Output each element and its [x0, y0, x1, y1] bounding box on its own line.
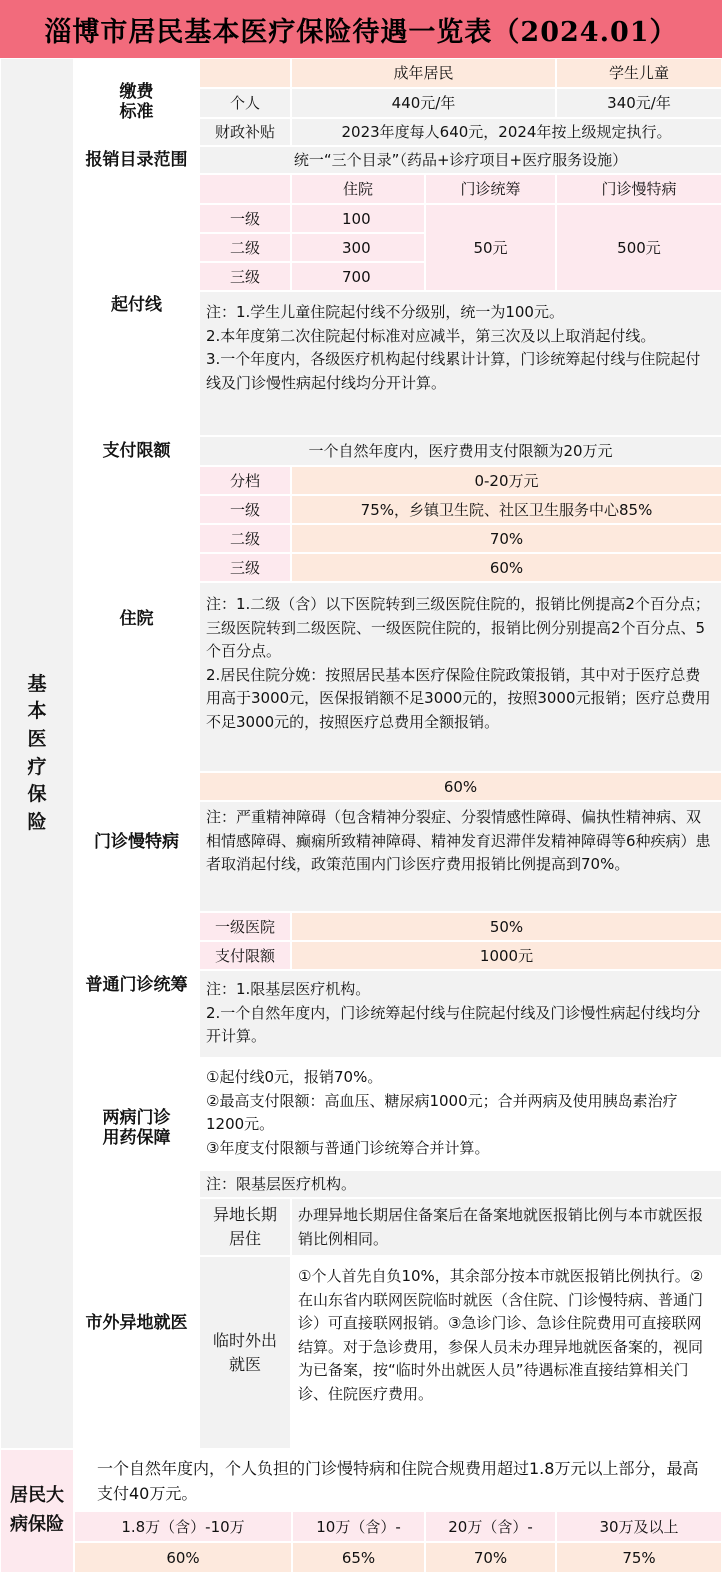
- offsite-label: 市外异地就医: [74, 1198, 199, 1449]
- payment-personal-label: 个人: [199, 88, 291, 118]
- offsite-temp-label: 临时外出 就医: [199, 1256, 291, 1449]
- offsite-long-text: 办理异地长期居住备案后在备案地就医报销比例与本市就医报销比例相同。: [291, 1198, 722, 1256]
- deductible-level: 三级: [199, 262, 291, 291]
- payment-subsidy-text: 2023年度每人640元，2024年按上级规定执行。: [291, 118, 722, 146]
- serious-bracket-range: 10万（含）-: [292, 1511, 425, 1542]
- inpatient-label: 住院: [74, 466, 199, 772]
- limit-text: 一个自然年度内，医疗费用支付限额为20万元: [199, 436, 722, 466]
- deductible-header-outpatient-pool: 门诊统筹: [425, 174, 556, 204]
- two-diseases-text: ①起付线0元，报销70%。 ②最高支付限额：高血压、糖尿病1000元；合并两病及使用胰岛素治疗1200元。 ③年度支付限额与普通门诊统筹合并计算。: [199, 1058, 722, 1170]
- general-outpatient-label: 普通门诊统筹: [74, 912, 199, 1058]
- inpatient-note: 注：1.二级（含）以下医院转到三级医院住院的，报销比例提高2个百分点；三级医院转到二级医院、一级医院住院的，报销比例分别提高2个百分点、5个百分点。 2.居民住院分娩：按照居民基本医疗保险住院政策报销，其中对于医疗总费用高于3000元，医保报销额不足3000元的，按照3000元报销；医疗总费用不足3000元的，按照医疗总费用全额报销。: [199, 582, 722, 772]
- deductible-level: 一级: [199, 204, 291, 233]
- deductible-amount: 300: [291, 233, 425, 262]
- deductible-amount: 100: [291, 204, 425, 233]
- section-basic-insurance: 基 本 医 疗 保 险: [0, 58, 74, 1449]
- two-diseases-label: 两病门诊 用药保障: [74, 1058, 199, 1198]
- payment-header-blank: [199, 58, 291, 88]
- general-outpatient-row1-value: 50%: [291, 912, 722, 941]
- general-outpatient-row2-label: 支付限额: [199, 941, 291, 970]
- deductible-header-inpatient: 住院: [291, 174, 425, 204]
- general-outpatient-row2-value: 1000元: [291, 941, 722, 970]
- deductible-note: 注：1.学生儿童住院起付线不分级别，统一为100元。 2.本年度第二次住院起付标准对应减半，第三次及以上取消起付线。 3.一个年度内，各级医疗机构起付线累计计算，门诊统筹起付线与住院起付线及门诊慢性病起付线均分开计算。: [199, 291, 722, 436]
- payment-header-child: 学生儿童: [556, 58, 722, 88]
- chronic-note: 注：严重精神障碍（包含精神分裂症、分裂情感性障碍、偏执性精神病、双相情感障碍、癫痫所致精神障碍、精神发育迟滞伴发精神障碍等6种疾病）患者取消起付线，政策范围内门诊医疗费用报销比例提高到70%。: [199, 801, 722, 912]
- serious-bracket-rate: 60%: [74, 1542, 292, 1573]
- deductible-header-chronic: 门诊慢特病: [556, 174, 722, 204]
- deductible-header-blank: [199, 174, 291, 204]
- general-outpatient-note: 注：1.限基层医疗机构。 2.一个自然年度内，门诊统筹起付线与住院起付线及门诊慢性病起付线均分开计算。: [199, 970, 722, 1058]
- inpatient-tier-label: 分档: [199, 466, 291, 495]
- inpatient-rate: 60%: [291, 553, 722, 582]
- page-title: 淄博市居民基本医疗保险待遇一览表（2024.01）: [0, 0, 722, 58]
- payment-header-adult: 成年居民: [291, 58, 556, 88]
- inpatient-level: 一级: [199, 495, 291, 524]
- serious-bracket-range: 30万及以上: [556, 1511, 722, 1542]
- deductible-outpatient-pool-value: 50元: [425, 204, 556, 291]
- deductible-amount: 700: [291, 262, 425, 291]
- inpatient-level: 二级: [199, 524, 291, 553]
- catalog-label: 报销目录范围: [74, 146, 199, 174]
- chronic-rate: 60%: [199, 772, 722, 801]
- serious-bracket-range: 1.8万（含）-10万: [74, 1511, 292, 1542]
- serious-bracket-rate: 65%: [292, 1542, 425, 1573]
- limit-label: 支付限额: [74, 436, 199, 466]
- payment-personal-adult: 440元/年: [291, 88, 556, 118]
- offsite-long-label: 异地长期 居住: [199, 1198, 291, 1256]
- general-outpatient-row1-label: 一级医院: [199, 912, 291, 941]
- section-serious-illness: 居民大 病保险: [0, 1449, 74, 1573]
- inpatient-rate: 75%，乡镇卫生院、社区卫生服务中心85%: [291, 495, 722, 524]
- payment-personal-child: 340元/年: [556, 88, 722, 118]
- catalog-text: 统一“三个目录”（药品+诊疗项目+医疗服务设施）: [199, 146, 722, 174]
- inpatient-tier-range: 0-20万元: [291, 466, 722, 495]
- deductible-level: 二级: [199, 233, 291, 262]
- chronic-label: 门诊慢特病: [74, 772, 199, 912]
- serious-bracket-rate: 70%: [425, 1542, 556, 1573]
- serious-illness-text: 一个自然年度内，个人负担的门诊慢特病和住院合规费用超过1.8万元以上部分，最高支付40万元。: [74, 1449, 722, 1511]
- deductible-chronic-value: 500元: [556, 204, 722, 291]
- offsite-temp-text: ①个人首先自负10%，其余部分按本市就医报销比例执行。②在山东省内联网医院临时就医（含住院、门诊慢特病、普通门诊）可直接联网报销。③急诊门诊、急诊住院费用可直接联网结算。对于急诊费用，参保人员未办理异地就医备案的，视同为已备案，按“临时外出就医人员”待遇标准直接结算相关门诊、住院医疗费用。: [291, 1256, 722, 1449]
- inpatient-level: 三级: [199, 553, 291, 582]
- inpatient-rate: 70%: [291, 524, 722, 553]
- payment-subsidy-label: 财政补贴: [199, 118, 291, 146]
- deductible-label: 起付线: [74, 174, 199, 436]
- serious-bracket-range: 20万（含）-: [425, 1511, 556, 1542]
- serious-bracket-rate: 75%: [556, 1542, 722, 1573]
- payment-label: 缴费 标准: [74, 58, 199, 146]
- two-diseases-note: 注：限基层医疗机构。: [199, 1170, 722, 1198]
